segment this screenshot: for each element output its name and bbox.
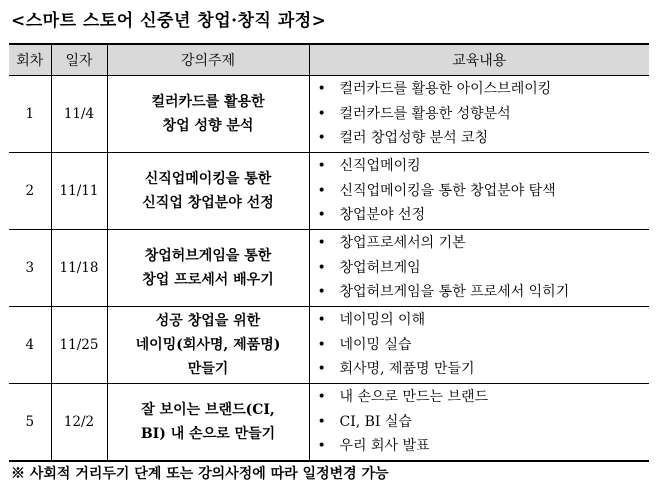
topic-line: 신직업메이킹을 통한 xyxy=(144,171,272,187)
topic-line: 신직업 창업분야 선정 xyxy=(142,195,274,211)
content-item: • 네이밍의 이해 xyxy=(340,308,650,333)
table-row xyxy=(9,76,649,153)
content-item: • 창업허브게임을 통한 프로세서 익히기 xyxy=(340,280,650,305)
content-item: • CI, BI 실습 xyxy=(340,410,650,435)
content-item: • 우리 회사 발표 xyxy=(340,434,650,459)
content-list xyxy=(310,308,650,382)
table-row xyxy=(9,384,649,461)
content-item: • 회사명, 제품명 만들기 xyxy=(340,357,650,382)
topic-line: 창업허브게임을 통한 xyxy=(144,248,272,264)
content-item: • 창업분야 선정 xyxy=(340,203,650,228)
topic-line: 창업 프로세서 배우기 xyxy=(142,272,274,288)
session-topic xyxy=(107,153,309,230)
content-item: • 컬러 창업성향 분석 코칭 xyxy=(340,126,650,151)
content-item: • 네이밍 실습 xyxy=(340,333,650,358)
session-number: 3 xyxy=(9,230,51,307)
course-schedule-table xyxy=(9,43,649,462)
table-row xyxy=(9,230,649,307)
session-number: 4 xyxy=(9,307,51,384)
session-topic xyxy=(107,307,309,384)
content-list xyxy=(310,154,650,228)
content-item: • 내 손으로 만드는 브랜드 xyxy=(340,385,650,410)
session-topic xyxy=(107,384,309,461)
session-content xyxy=(309,76,649,153)
content-item: • 신직업메이킹 xyxy=(340,154,650,179)
schedule-change-note: ※ 사회적 거리두기 단계 또는 강의사정에 따라 일정변경 가능 xyxy=(11,466,389,482)
session-content xyxy=(309,153,649,230)
session-content xyxy=(309,307,649,384)
content-item: • 신직업메이킹을 통한 창업분야 탐색 xyxy=(340,179,650,204)
topic-line: 네이밍(회사명, 제품명) xyxy=(135,337,281,353)
table-row xyxy=(9,307,649,384)
header-topic: 강의주제 xyxy=(107,44,309,76)
topic-line: 창업 성향 분석 xyxy=(162,118,254,134)
session-content xyxy=(309,230,649,307)
session-topic xyxy=(107,230,309,307)
content-list xyxy=(310,77,650,151)
session-date: 11/4 xyxy=(51,76,107,153)
content-item: • 컬러카드를 활용한 아이스브레이킹 xyxy=(340,77,650,102)
content-item: • 컬러카드를 활용한 성향분석 xyxy=(340,102,650,127)
topic-line: 만들기 xyxy=(187,361,229,377)
header-session: 회차 xyxy=(9,44,51,76)
session-topic xyxy=(107,76,309,153)
header-content: 교육내용 xyxy=(309,44,649,76)
content-list xyxy=(310,231,650,305)
session-number: 1 xyxy=(9,76,51,153)
session-date: 12/2 xyxy=(51,384,107,461)
table-row xyxy=(9,153,649,230)
content-item: • 창업프로세서의 기본 xyxy=(340,231,650,256)
topic-line: BI) 내 손으로 만들기 xyxy=(140,425,276,442)
topic-line: 성공 창업을 위한 xyxy=(155,313,261,329)
session-date: 11/25 xyxy=(51,307,107,384)
topic-line: 잘 보이는 브랜드(CI, xyxy=(141,401,275,418)
session-number: 5 xyxy=(9,384,51,461)
session-date: 11/11 xyxy=(51,153,107,230)
session-number: 2 xyxy=(9,153,51,230)
session-content xyxy=(309,384,649,461)
page-title: <스마트 스토어 신중년 창업·창직 과정> xyxy=(11,11,327,31)
content-list xyxy=(310,385,650,459)
content-item: • 창업허브게임 xyxy=(340,256,650,281)
table-header-row xyxy=(9,44,649,76)
header-date: 일자 xyxy=(51,44,107,76)
session-date: 11/18 xyxy=(51,230,107,307)
topic-line: 컬러카드를 활용한 xyxy=(151,94,265,110)
